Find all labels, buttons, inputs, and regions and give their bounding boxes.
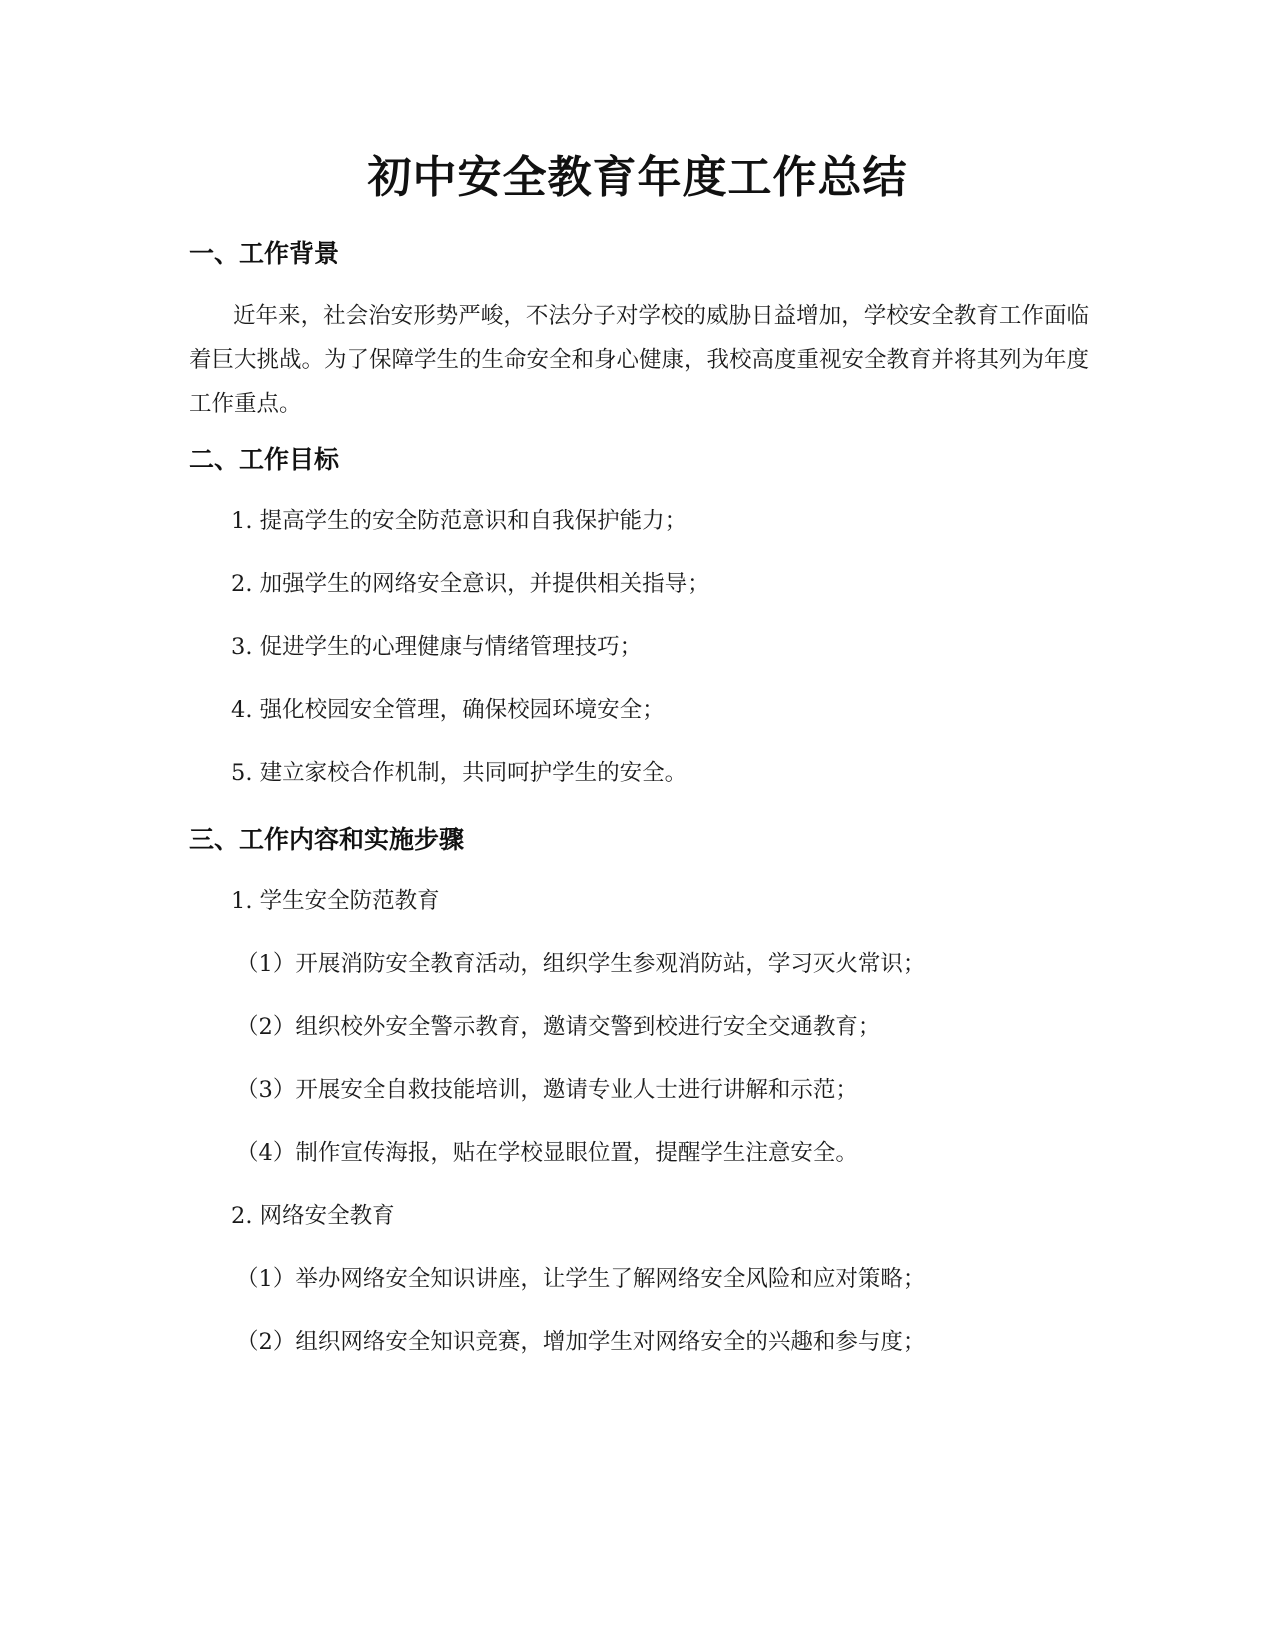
goal-item-4: 4. 强化校园安全管理，确保校园环境安全； [231, 697, 665, 723]
goal-item-1: 1. 提高学生的安全防范意识和自我保护能力； [231, 508, 688, 534]
section-heading-background: 一、工作背景 [189, 239, 340, 268]
goal-item-2: 2. 加强学生的网络安全意识，并提供相关指导； [231, 571, 710, 597]
document-title: 初中安全教育年度工作总结 [367, 152, 908, 203]
section-heading-goals: 二、工作目标 [189, 445, 340, 474]
safety-education-item-1: （1）开展消防安全教育活动，组织学生参观消防站，学习灭火常识； [236, 951, 926, 977]
section-heading-content-steps: 三、工作内容和实施步骤 [189, 825, 465, 854]
goal-item-5: 5. 建立家校合作机制，共同呵护学生的安全。 [231, 760, 688, 786]
group-title-safety-education: 1. 学生安全防范教育 [231, 888, 440, 914]
safety-education-item-3: （3）开展安全自救技能培训，邀请专业人士进行讲解和示范； [236, 1077, 858, 1103]
group-title-network-safety: 2. 网络安全教育 [231, 1203, 395, 1229]
network-safety-item-1: （1）举办网络安全知识讲座，让学生了解网络安全风险和应对策略； [236, 1266, 926, 1292]
background-paragraph: 近年来，社会治安形势严峻，不法分子对学校的威胁日益增加，学校安全教育工作面临着巨大挑战。为了保障学生的生命安全和身心健康，我校高度重视安全教育并将其列为年度工作重点。 [189, 303, 1090, 417]
safety-education-item-2: （2）组织校外安全警示教育，邀请交警到校进行安全交通教育； [236, 1014, 881, 1040]
goal-item-3: 3. 促进学生的心理健康与情绪管理技巧； [231, 634, 643, 660]
network-safety-item-2: （2）组织网络安全知识竞赛，增加学生对网络安全的兴趣和参与度； [236, 1329, 926, 1355]
safety-education-item-4: （4）制作宣传海报，贴在学校显眼位置，提醒学生注意安全。 [236, 1140, 858, 1166]
